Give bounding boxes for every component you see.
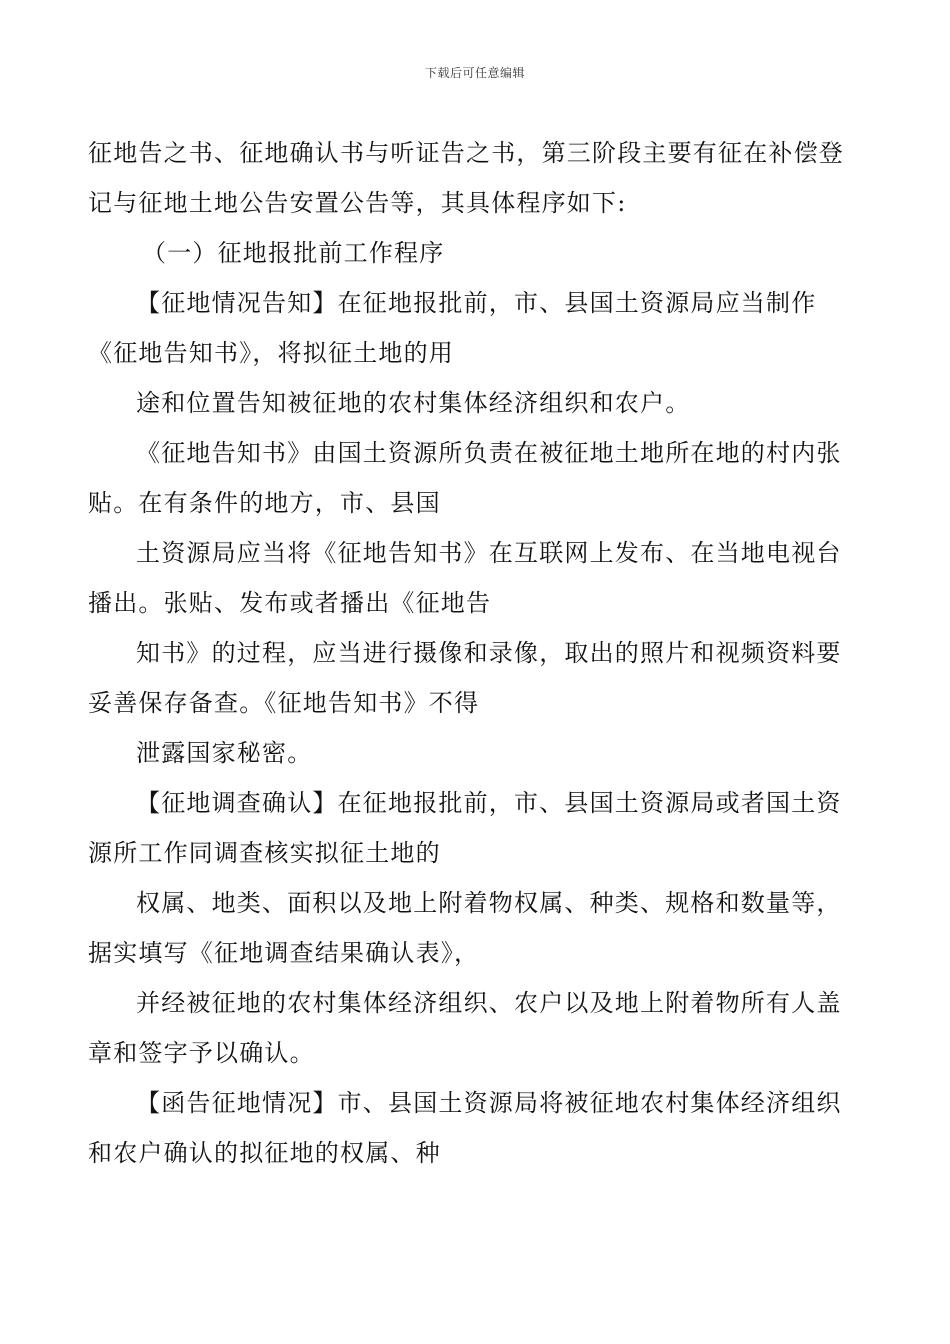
text-line: 《征地告知书》由国土资源所负责在被征地土地所在地的村内张: [136, 439, 842, 467]
text-line: 据实填写《征地调查结果确认表》，: [88, 939, 480, 967]
text-line: 征地告之书、征地确认书与听证告之书，第三阶段主要有征在补偿登: [88, 139, 844, 167]
text-line: 【征地情况告知】在征地报批前，市、县国土资源局应当制作: [136, 289, 817, 317]
text-line: 妥善保存备查。《征地告知书》不得: [88, 689, 480, 717]
text-line: 章和签字予以确认。: [88, 1039, 315, 1067]
text-line: 贴。在有条件的地方，市、县国: [88, 489, 441, 517]
text-line: 源所工作同调查核实拟征土地的: [88, 839, 441, 867]
text-line: 和农户确认的拟征地的权属、种: [88, 1139, 441, 1167]
text-line: 播出。张贴、发布或者播出《征地告: [88, 589, 492, 617]
text-line: 【征地调查确认】在征地报批前，市、县国土资源局或者国土资: [136, 789, 842, 817]
text-line: 泄露国家秘密。: [136, 739, 313, 767]
text-line: 土资源局应当将《征地告知书》在互联网上发布、在当地电视台: [136, 539, 842, 567]
text-line: 途和位置告知被征地的农村集体经济组织和农户。: [136, 389, 691, 417]
text-line: 知书》的过程，应当进行摄像和录像，取出的照片和视频资料要: [136, 639, 842, 667]
section-heading: （一）征地报批前工作程序: [142, 239, 445, 267]
text-line: 权属、地类、面积以及地上附着物权属、种类、规格和数量等，: [136, 889, 842, 917]
text-line: 《征地告知书》，将拟征土地的用: [88, 339, 454, 367]
text-line: 并经被征地的农村集体经济组织、农户以及地上附着物所有人盖: [136, 989, 842, 1017]
text-line: 【函告征地情况】市、县国土资源局将被征地农村集体经济组织: [136, 1089, 842, 1117]
document-body: [88, 128, 863, 1178]
text-line: 记与征地土地公告安置公告等，其具体程序如下:: [88, 189, 627, 217]
page-header: 下载后可任意编辑: [424, 66, 525, 80]
